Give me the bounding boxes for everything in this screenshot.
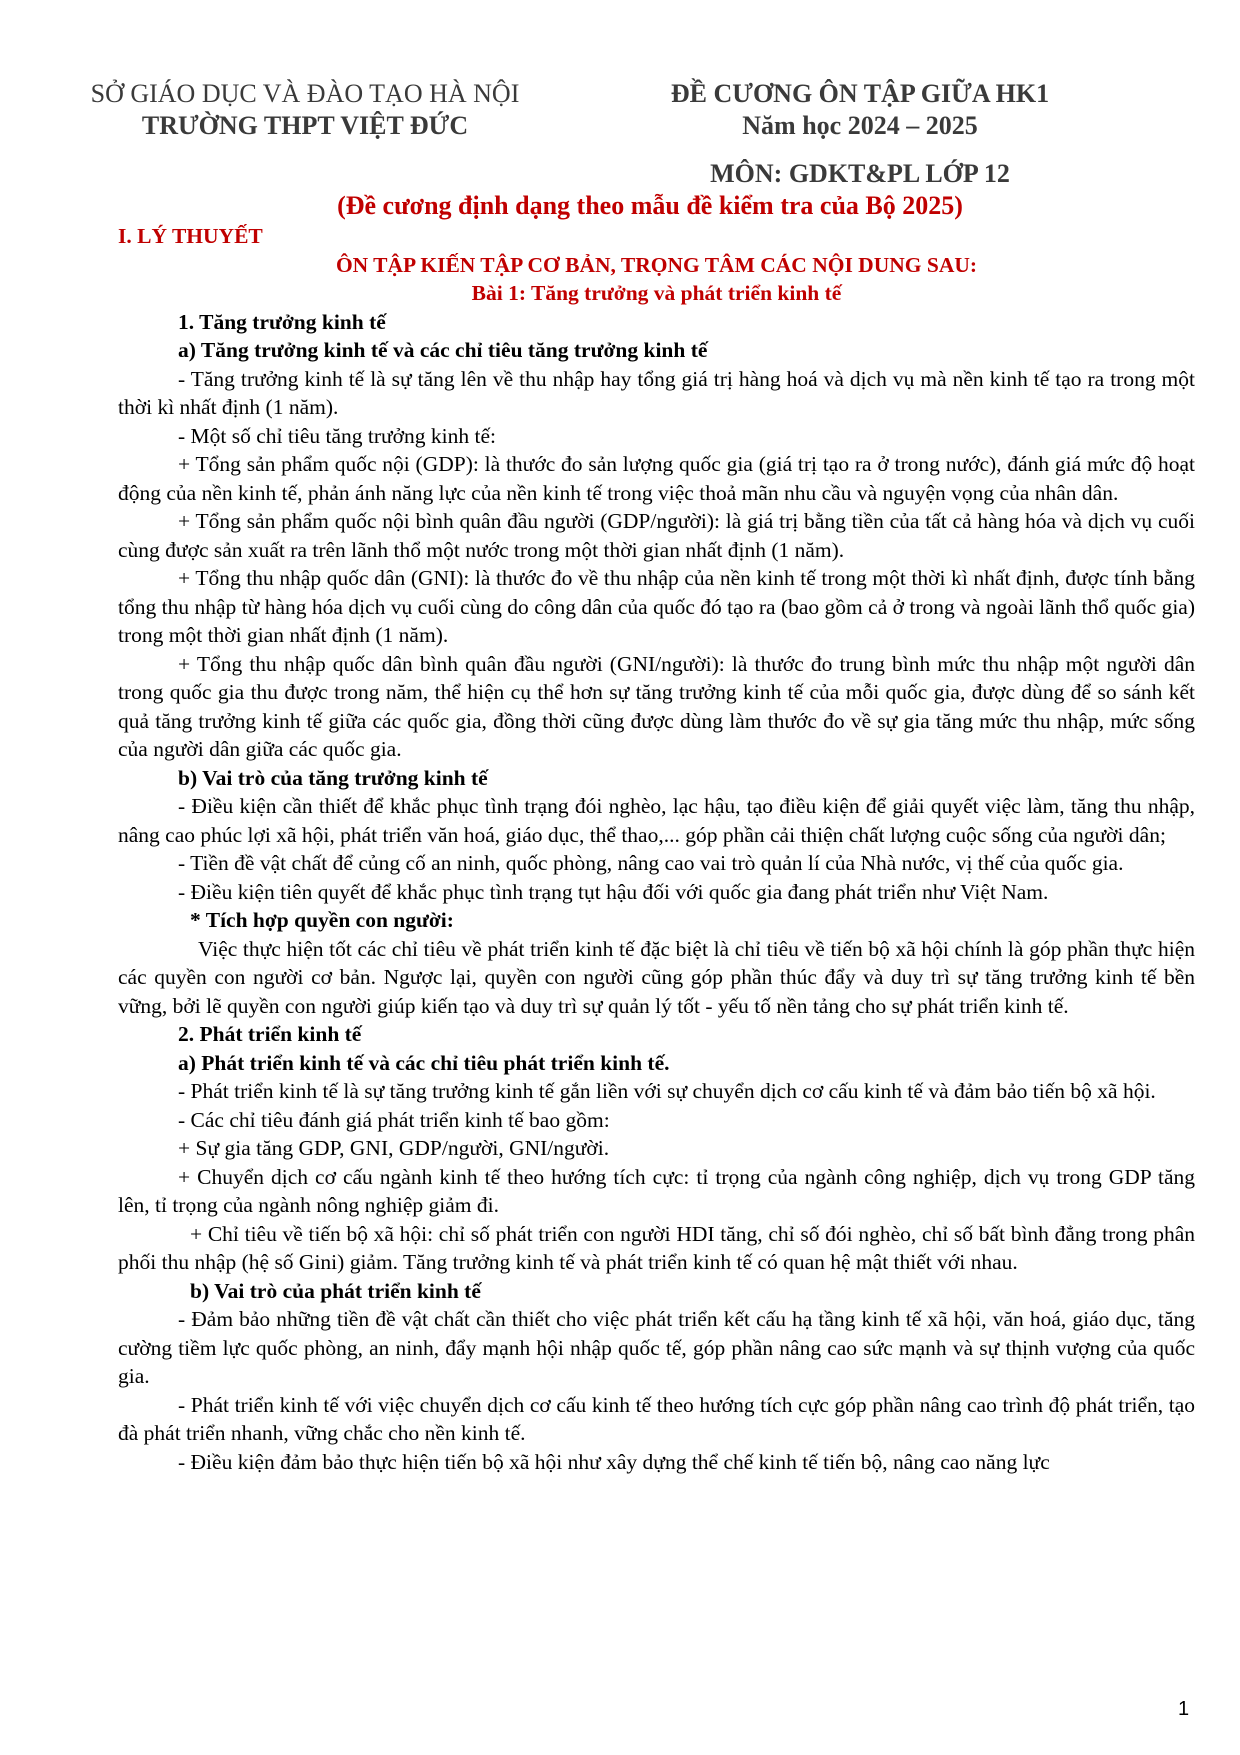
school-year: Năm học 2024 – 2025 [742, 111, 978, 140]
heading-growth-role: b) Vai trò của tăng trưởng kinh tế [178, 765, 488, 790]
paragraph: - Đảm bảo những tiền đề vật chất cần thiết cho việc phát triển kết cấu hạ tầng kinh tế xã hội, văn hoá, giáo dục, tăng cường tiềm lực quốc phòng, an ninh, đẩy mạnh hội nhập quốc tế, góp phần nâng cao sức mạnh và sự thịnh vượng của quốc gia. [118, 1307, 1195, 1388]
heading-development-indicators: a) Phát triển kinh tế và các chỉ tiêu phát triển kinh tế. [178, 1050, 670, 1075]
paragraph: + Tổng thu nhập quốc dân bình quân đầu người (GNI/người): là thước đo trung bình mức thu nhập một người dân trong quốc gia thu được trong năm, thể hiện cụ thể hơn sự tăng trưởng kinh tế của mỗi quốc gia, được dùng để so sánh kết quả tăng trưởng kinh tế giữa các quốc gia, đồng thời cũng được dùng làm thước đo về sự gia tăng mức thu nhập, mức sống của người dân giữa các quốc gia. [118, 651, 1195, 761]
paragraph: - Điều kiện đảm bảo thực hiện tiến bộ xã hội như xây dựng thể chế kinh tế tiến bộ, nâng cao năng lực [178, 1449, 1050, 1474]
paragraph: + Tổng sản phẩm quốc nội bình quân đầu người (GDP/người): là giá trị bằng tiền của tất cả hàng hóa và dịch vụ cuối cùng được sản xuất ra trên lãnh thổ một nước trong một thời gian nhất định (1 năm). [118, 509, 1195, 562]
paragraph: + Chuyển dịch cơ cấu ngành kinh tế theo hướng tích cực: tỉ trọng của ngành công nghiệp, dịch vụ trong GDP tăng lên, tỉ trọng của ngành nông nghiệp giảm đi. [118, 1164, 1195, 1217]
paragraph: Việc thực hiện tốt các chỉ tiêu về phát triển kinh tế đặc biệt là chỉ tiêu về tiến bộ xã hội chính là góp phần thực hiện các quyền con người cơ bản. Ngược lại, quyền con người cũng góp phần thúc đẩy và duy trì sự tăng trưởng kinh tế bền vững, bởi lẽ quyền con người giúp kiến tạo và duy trì sự quản lý tốt - yếu tố nền tảng cho sự phát triển kinh tế. [118, 936, 1195, 1018]
format-note: (Đề cương định dạng theo mẫu đề kiểm tra của Bộ 2025) [337, 191, 963, 220]
lesson-title: Bài 1: Tăng trưởng và phát triển kinh tế [471, 281, 842, 305]
document-title: ĐỀ CƯƠNG ÔN TẬP GIỮA HK1 [670, 79, 1050, 108]
paragraph: + Sự gia tăng GDP, GNI, GDP/người, GNI/người. [178, 1136, 610, 1160]
heading-development-role: b) Vai trò của phát triển kinh tế [190, 1278, 481, 1303]
paragraph: - Phát triển kinh tế là sự tăng trưởng kinh tế gắn liền với sự chuyển dịch cơ cấu kinh tế và đảm bảo tiến bộ xã hội. [178, 1079, 1156, 1103]
review-heading: ÔN TẬP KIẾN TẬP CƠ BẢN, TRỌNG TÂM CÁC NỘI DUNG SAU: [335, 252, 978, 277]
heading-economic-growth: 1. Tăng trưởng kinh tế [178, 309, 386, 334]
document-body [118, 222, 1195, 1476]
paragraph: - Một số chỉ tiêu tăng trưởng kinh tế: [178, 423, 497, 448]
heading-economic-development: 2. Phát triển kinh tế [178, 1022, 362, 1046]
heading-human-rights: * Tích hợp quyền con người: [190, 908, 454, 932]
paragraph: + Tổng thu nhập quốc dân (GNI): là thước đo về thu nhập của nền kinh tế trong một thời kì nhất định, được tính bằng tổng thu nhập từ hàng hóa dịch vụ cuối cùng do công dân của quốc đó tạo ra (bao gồm cả ở trong và ngoài lãnh thổ quốc gia) trong một thời gian nhất định (1 năm). [118, 566, 1195, 647]
department-name: SỞ GIÁO DỤC VÀ ĐÀO TẠO HÀ NỘI [90, 79, 520, 108]
heading-growth-indicators: a) Tăng trưởng kinh tế và các chỉ tiêu tăng trưởng kinh tế [178, 338, 708, 362]
paragraph: - Các chỉ tiêu đánh giá phát triển kinh tế bao gồm: [178, 1107, 610, 1132]
paragraph: - Tăng trưởng kinh tế là sự tăng lên về thu nhập hay tổng giá trị hàng hoá và dịch vụ mà nền kinh tế tạo ra trong một thời kì nhất định (1 năm). [118, 366, 1195, 419]
subject-line: MÔN: GDKT&PL LỚP 12 [710, 159, 1010, 188]
paragraph: - Phát triển kinh tế với việc chuyển dịch cơ cấu kinh tế theo hướng tích cực góp phần nâng cao trình độ phát triển, tạo đà phát triển nhanh, vững chắc cho nền kinh tế. [118, 1392, 1195, 1445]
paragraph: - Điều kiện tiên quyết để khắc phục tình trạng tụt hậu đối với quốc gia đang phát triển như Việt Nam. [178, 879, 1049, 904]
section-heading-theory: I. LÝ THUYẾT [118, 224, 263, 248]
paragraph: + Tổng sản phẩm quốc nội (GDP): là thước đo sản lượng quốc gia (giá trị tạo ra ở trong nước), đánh giá mức độ hoạt động của nền kinh tế, phản ánh năng lực của nền kinh tế trong việc thoả mãn nhu cầu và nguyện vọng của nhân dân. [118, 452, 1195, 505]
paragraph: - Tiền đề vật chất để củng cố an ninh, quốc phòng, nâng cao vai trò quản lí của Nhà nước, vị thế của quốc gia. [178, 851, 1124, 875]
paragraph: - Điều kiện cần thiết để khắc phục tình trạng đói nghèo, lạc hậu, tạo điều kiện để giải quyết việc làm, tăng thu nhập, nâng cao phúc lợi xã hội, phát triển văn hoá, giáo dục, thể thao,... góp phần cải thiện chất lượng cuộc sống của người dân; [118, 794, 1195, 847]
school-name: TRƯỜNG THPT VIỆT ĐỨC [141, 111, 469, 140]
page-number: 1 [1178, 1698, 1190, 1720]
paragraph: + Chỉ tiêu về tiến bộ xã hội: chỉ số phát triển con người HDI tăng, chỉ số đói nghèo, chỉ số bất bình đẳng trong phân phối thu nhập (hệ số Gini) giảm. Tăng trưởng kinh tế và phát triển kinh tế có quan hệ mật thiết với nhau. [118, 1221, 1195, 1274]
